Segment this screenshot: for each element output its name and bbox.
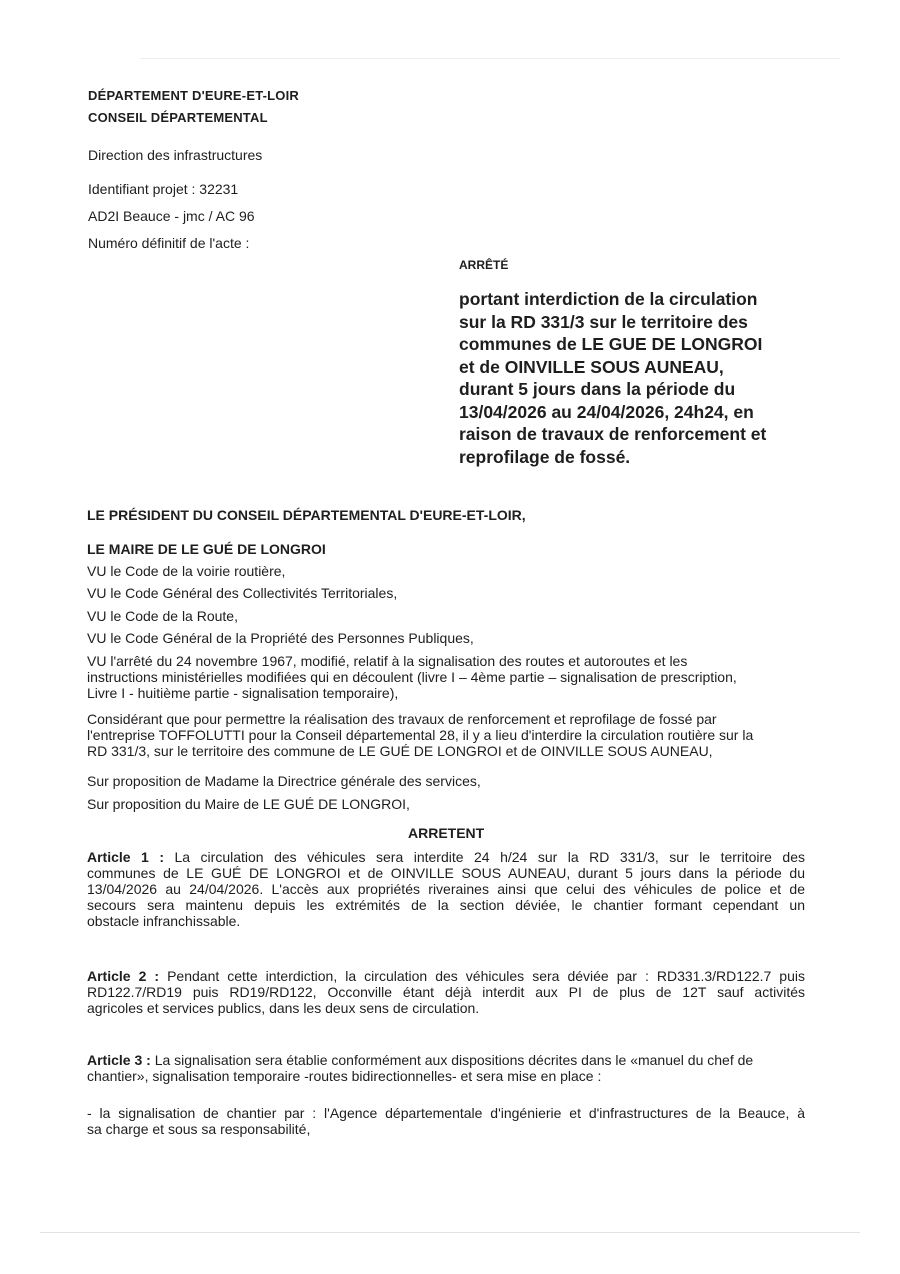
council-name: CONSEIL DÉPARTEMENTAL [88,110,268,125]
article-text: Pendant cette interdiction, la circulation des véhicules sera déviée par : RD331.3/RD122.7 puis [167,968,805,984]
article-1 [87,849,805,929]
title-line: durant 5 jours dans la période du [459,379,736,399]
direction-label: Direction des infrastructures [88,147,263,163]
title-line: communes de LE GUE DE LONGROI [459,334,763,354]
article-1-label: Article 1 : [87,849,164,865]
article-line: sa charge et sous sa responsabilité, [87,1121,311,1137]
visa-arrete-1967 [87,653,737,701]
article-line: - la signalisation de chantier par : l'Agence départementale d'ingénierie et d'infrastructures de la Beauce, à [87,1105,805,1121]
paragraph-line: Considérant que pour permettre la réalisation des travaux de renforcement et reprofilage de fossé par [87,711,717,727]
visa-item: VU le Code de la voirie routière, [87,563,286,579]
visa-item: VU le Code de la Route, [87,608,238,624]
title-line: raison de travaux de renforcement et [459,424,767,444]
article-line [87,1052,805,1068]
considerant-paragraph [87,711,753,759]
department-name: DÉPARTEMENT D'EURE-ET-LOIR [88,88,299,103]
arretent-heading: ARRETENT [408,825,485,841]
article-line: secours sera maintenu depuis les extrémités de la section déviée, le chantier formant cependant un [87,897,805,913]
title-line: reprofilage de fossé. [459,446,631,467]
article-line: chantier», signalisation temporaire -routes bidirectionnelles- et sera mise en place : [87,1068,602,1084]
decree-title [459,288,819,468]
article-2 [87,968,805,1016]
paragraph-line: instructions ministérielles modifiées qui en découlent (livre I – 4ème partie – signalisation de prescription, [87,669,737,685]
mayor-authority: LE MAIRE DE LE GUÉ DE LONGROI [87,541,326,557]
title-line: portant interdiction de la circulation [459,289,758,309]
act-number-label: Numéro définitif de l'acte : [88,235,250,251]
paragraph-line: l'entreprise TOFFOLUTTI pour la Conseil départemental 28, il y a lieu d'interdire la circulation routière sur la [87,727,754,743]
article-line: RD122.7/RD19 puis RD19/RD122, Occonville étant déjà interdit aux PI de plus de 12T sauf activités [87,984,805,1000]
proposition-item: Sur proposition du Maire de LE GUÉ DE LONGROI, [87,796,410,812]
article-line [87,849,805,865]
article-text: La circulation des véhicules sera interdite 24 h/24 sur la RD 331/3, sur le territoire des [174,849,805,865]
article-3 [87,1052,805,1084]
title-line: sur la RD 331/3 sur le territoire des [459,311,748,332]
president-authority: LE PRÉSIDENT DU CONSEIL DÉPARTEMENTAL D'EURE-ET-LOIR, [87,507,526,523]
paragraph-line: Livre I - huitième partie - signalisation temporaire), [87,685,399,701]
article-text: La signalisation sera établie conformément aux dispositions décrites dans le «manuel du chef de [154,1052,754,1068]
scan-artifact-line [140,58,840,59]
title-line: et de OINVILLE SOUS AUNEAU, [459,356,724,377]
article-3-label: Article 3 : [87,1052,151,1068]
scan-bottom-line [40,1232,860,1233]
article-3-item [87,1105,805,1137]
arrete-label: ARRÊTÉ [459,258,509,272]
article-line: 13/04/2026 au 24/04/2026. L'accès aux propriétés riveraines ainsi que celui des véhicules de police et de [87,881,805,897]
article-line [87,968,805,984]
proposition-item: Sur proposition de Madame la Directrice générale des services, [87,773,481,789]
visa-item: VU le Code Général de la Propriété des Personnes Publiques, [87,630,474,646]
article-line: agricoles et services publics, dans les deux sens de circulation. [87,1000,480,1016]
project-id: Identifiant projet : 32231 [88,181,239,197]
reference-code: AD2I Beauce - jmc / AC 96 [88,208,255,224]
article-line: obstacle infranchissable. [87,913,241,929]
visa-item: VU le Code Général des Collectivités Territoriales, [87,585,398,601]
article-2-label: Article 2 : [87,968,160,984]
paragraph-line: RD 331/3, sur le territoire des commune de LE GUÉ DE LONGROI et de OINVILLE SOUS AUNEAU, [87,743,713,759]
article-line: communes de LE GUÉ DE LONGROI et de OINVILLE SOUS AUNEAU, durant 5 jours dans la période du [87,865,805,881]
paragraph-line: VU l'arrêté du 24 novembre 1967, modifié, relatif à la signalisation des routes et autoroutes et les [87,653,688,669]
title-line: 13/04/2026 au 24/04/2026, 24h24, en [459,401,754,422]
